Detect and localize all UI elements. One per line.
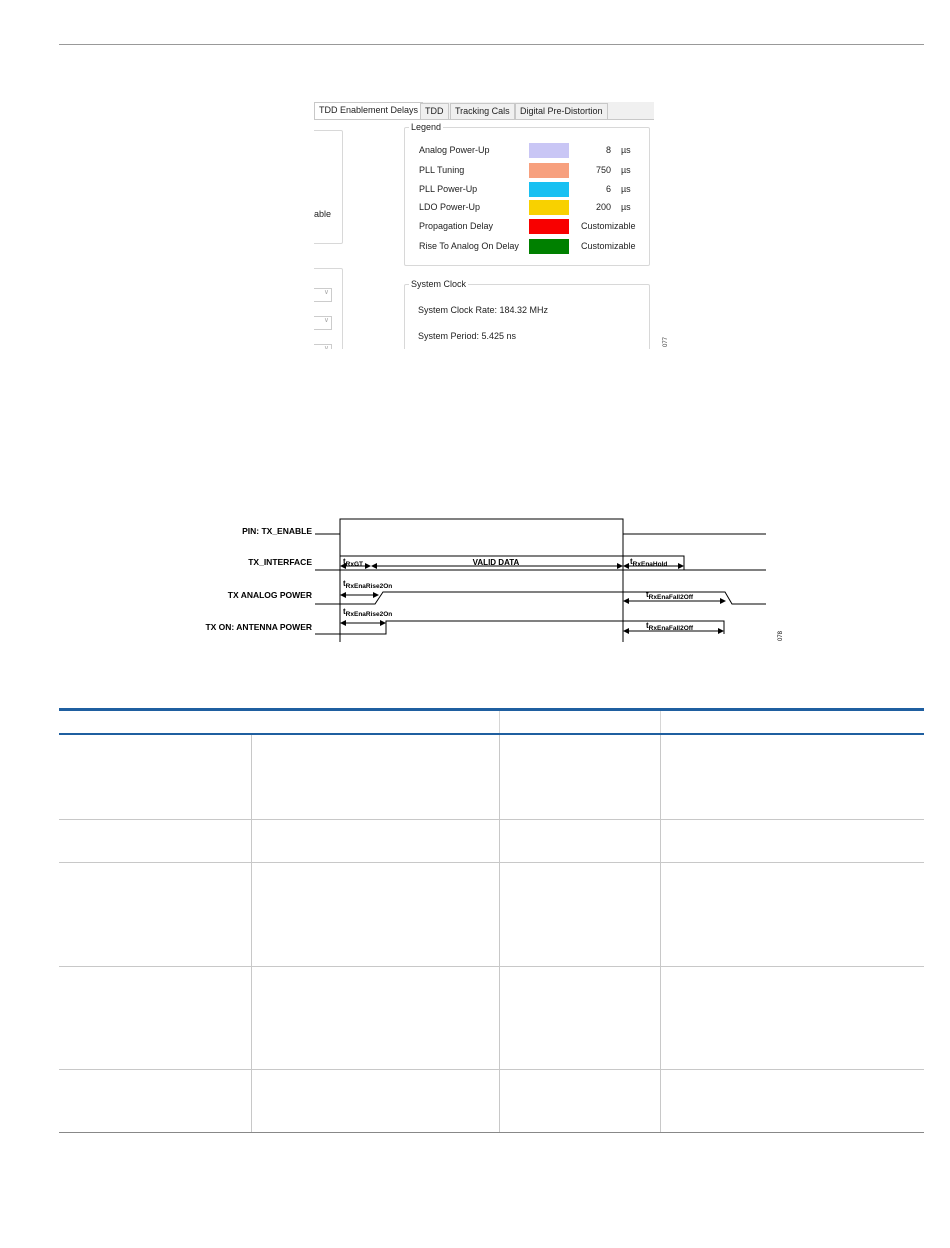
- valid-data-label: VALID DATA: [472, 558, 520, 567]
- tdd-delays-screenshot: [314, 102, 654, 349]
- tab-digital-pre-distortion[interactable]: Digital Pre-Distortion: [515, 103, 608, 119]
- legend-swatch: [529, 239, 569, 254]
- legend-unit: µs: [621, 165, 631, 175]
- tab-tdd-enablement-delays[interactable]: TDD Enablement Delays: [314, 102, 423, 120]
- legend-value: 750: [595, 165, 611, 175]
- legend-row-pll-powerup: [405, 182, 645, 198]
- legend-label: Rise To Analog On Delay: [419, 241, 519, 251]
- tx-timing-diagram: [190, 512, 800, 647]
- table-header-rule: [59, 733, 924, 735]
- legend-row-propagation: [405, 219, 645, 235]
- legend-swatch: [529, 143, 569, 158]
- legend-label: LDO Power-Up: [419, 202, 481, 212]
- enable-label: able: [314, 209, 332, 219]
- system-clock-rate: System Clock Rate: 184.32 MHz: [418, 305, 549, 315]
- table-row-divider: [59, 862, 924, 863]
- table-row-divider: [59, 819, 924, 820]
- t-rise-1-label: $t_{RxEnaRise2On}$: [343, 579, 393, 590]
- signal-label-tx-analog-power: TX ANALOG POWER: [227, 590, 312, 600]
- legend-unit: µs: [621, 145, 631, 155]
- system-period: System Period: 5.425 ns: [418, 331, 517, 341]
- left-group-top: [314, 130, 343, 244]
- legend-label: Propagation Delay: [419, 221, 494, 231]
- table-bottom-rule: [59, 1132, 924, 1133]
- legend-row-pll-tuning: [405, 163, 645, 179]
- legend-row-rise-to-analog: [405, 239, 645, 255]
- legend-swatch: [529, 219, 569, 234]
- legend-group: [404, 122, 650, 266]
- tx-analog-power-waveform: [315, 592, 766, 604]
- tx-interface-waveform: [315, 556, 766, 570]
- legend-label: PLL Power-Up: [419, 184, 478, 194]
- legend-swatch: [529, 182, 569, 197]
- dropdown-3[interactable]: [314, 344, 332, 349]
- table-row-divider: [59, 1069, 924, 1070]
- page-header-rule: [59, 44, 924, 45]
- tx-enable-waveform: [315, 519, 766, 534]
- t-rise-2-label: $t_{RxEnaRise2On}$: [343, 607, 393, 618]
- legend-value: 200: [595, 202, 611, 212]
- legend-swatch: [529, 200, 569, 215]
- tab-bar: [314, 102, 654, 119]
- t-fall-2-label: $t_{RxEnaFall2Off}$: [646, 621, 694, 632]
- legend-label: Analog Power-Up: [419, 145, 490, 155]
- table-col-divider-3: [660, 735, 661, 1132]
- table-col-divider-2: [499, 735, 500, 1132]
- left-group-bottom: [314, 268, 343, 349]
- legend-unit: µs: [621, 202, 631, 212]
- legend-value: Customizable: [581, 241, 636, 251]
- legend-row-analog: [405, 143, 645, 159]
- legend-title: Legend: [411, 122, 442, 132]
- t-rxgt-label: $t_{RxGT}$: [343, 557, 364, 568]
- legend-unit: µs: [621, 184, 631, 194]
- table-row-divider: [59, 966, 924, 967]
- legend-label: PLL Tuning: [419, 165, 465, 175]
- system-clock-title: System Clock: [411, 279, 467, 289]
- tab-tdd[interactable]: TDD: [420, 103, 449, 119]
- t-hold-label: $t_{RxEnaHold}$: [630, 557, 668, 568]
- table-header-row: [59, 711, 924, 733]
- legend-value: 8: [605, 145, 611, 155]
- figure-number-078: 078: [778, 630, 784, 641]
- legend-row-ldo: [405, 200, 645, 216]
- tab-content: [314, 119, 654, 349]
- figure-number-077: 077: [663, 336, 669, 347]
- header-col-divider: [499, 711, 500, 733]
- signal-label-tx-interface: TX_INTERFACE: [248, 557, 312, 567]
- dropdown-1[interactable]: [314, 288, 332, 302]
- system-clock-group: [404, 279, 650, 349]
- tab-tracking-cals[interactable]: Tracking Cals: [450, 103, 515, 119]
- dropdown-2[interactable]: [314, 316, 332, 330]
- legend-swatch: [529, 163, 569, 178]
- table-col-divider-1: [251, 735, 252, 1132]
- legend-value: Customizable: [581, 221, 636, 231]
- signal-label-tx-enable: PIN: TX_ENABLE: [242, 526, 312, 536]
- legend-value: 6: [605, 184, 611, 194]
- signal-label-tx-on-antenna: TX ON: ANTENNA POWER: [205, 622, 312, 632]
- header-col-divider: [660, 711, 661, 733]
- t-fall-1-label: $t_{RxEnaFall2Off}$: [646, 590, 694, 601]
